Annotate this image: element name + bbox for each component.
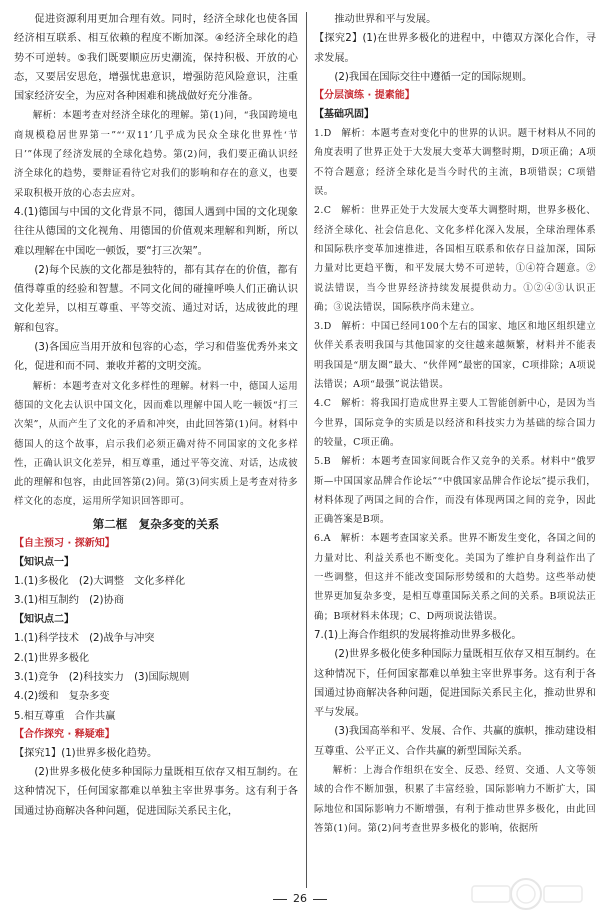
column-divider <box>306 12 307 888</box>
answer-item-6: 6.A 解析：本题考查国家关系。世界不断发生变化，各国之间的力量对比、利益关系也不断变化。美国为了维护自身利益作出了一些调整，但这并不能改变国际形势缓和的大趋势。这些举动使世界更加复杂多变，是相互尊重国际关系之间的关系。B项说法正确；B项材料未体现；C、D两项说法错误。 <box>314 533 596 622</box>
answer-item-3: 3.D 解析：中国已经同100个左右的国家、地区和地区组织建立伙伴关系表明我国与其他国家的交往越来越频繁，材料并不能表明我国是“朋友圈”最大、“伙伴网”最密的国家，C项排除；A项说法错误；A项“最强”说法错误。 <box>314 321 596 391</box>
explore-2-answer-2: (2)我国在国际交往中遵循一定的国际规则。 <box>334 71 533 83</box>
kp2-line: 2.(1)世界多极化 <box>14 652 90 664</box>
kp2-line: 5.相互尊重 合作共赢 <box>14 710 116 722</box>
answer-item-7: 7.(1)上海合作组织的发展将推动世界多极化。 <box>314 629 522 641</box>
answer-q4-part3: (3)各国应当用开放和包容的心态，学习和借鉴优秀外来文化，促进和而不同、兼收并蓄的文明交流。 <box>14 342 298 373</box>
solution-paragraph: 解析：本题考查对经济全球化的理解。第(1)问，“我国跨境电商规模稳居世界第一”“‘双11’几乎成为民众全球化世界性‘节日’”体现了经济发展的全球化趋势。第(2)问，我们要正确认识经济全球化的趋势，要辩证看待它对我们的影响和存在的意义，也要采取积极开放的心态去应对。 <box>14 110 298 199</box>
kp1-line: 3.(1)相互制约 (2)协商 <box>14 595 124 607</box>
left-column <box>14 10 298 821</box>
solution-q4: 解析：本题考查对文化多样性的理解。材料一中，德国人运用德国的文化去认识中国文化，因而难以理解中国人吃一顿饭“打三次架”，从而产生了文化的矛盾和冲突，由此回答第(1)问。材料中德国人的这个故事，启示我们必须正确对待不同国家的文化多样性，正确认识文化差异，相互尊重，通过平等交流、对话，达成彼此的理解和包容，由此回答第(2)问。第(3)问实质上是考查对待多样文化的态度，运用所学知识回答即可。 <box>14 380 298 508</box>
section-header-practice: 【分层演练 · 提素能】 <box>314 90 415 102</box>
page-number: 26 <box>0 892 600 905</box>
watermark-logo <box>466 875 586 913</box>
section-header-cooperative: 【合作探究 · 释疑难】 <box>14 728 115 740</box>
kp2-line: 4.(2)缓和 复杂多变 <box>14 691 110 703</box>
answer-item-1: 1.D 解析：本题考查对变化中的世界的认识。题干材料从不同的角度表明了世界正处于大发展大变革大调整时期，D项正确；A项不符合题意；经济全球化是当今时代的主流，B项错误；C项错误。 <box>314 128 596 198</box>
kp2-line: 1.(1)科学技术 (2)战争与冲突 <box>14 633 155 645</box>
answer-paragraph: 促进资源利用更加合理有效。同时，经济全球化也使各国经济相互联系、相互依赖的程度不断加深。④经济全球化的趋势不可逆转。⑤我们既要顺应历史潮流，保持积极、开放的心态，又要居安思危，增强忧患意识，增强防范风险意识，注重国家经济安全，为应对各种困难和挑战做好充分准备。 <box>14 14 298 103</box>
answer-item-7-part2: (2)世界多极化使多种国际力量既相互依存又相互制约。在这种情况下，任何国家都难以单独主宰世界事务。这有利于各国通过协商解决各种问题，促进国际关系民主化，推动世界和平与发展。 <box>314 649 596 719</box>
basic-consolidation-label: 【基础巩固】 <box>314 109 374 121</box>
answer-item-4: 4.C 解析：将我国打造成世界主要人工智能创新中心，是因为当今世界，国际竞争的实质是以经济和科技实力为基础的综合国力的较量，C项正确。 <box>314 398 596 448</box>
solution-item-7: 解析：上海合作组织在安全、反恐、经贸、交通、人文等领域的合作不断加强，积累了丰富经验，国际影响力不断扩大，国际地位和国际影响力不断增强，有利于推动世界多极化，由此回答第(1)问。第(2)问考查世界多极化的影响，依据所 <box>314 764 596 834</box>
answer-item-2: 2.C 解析：世界正处于大发展大变革大调整时期，世界多极化、经济全球化、社会信息化、文化多样化深入发展，全球治理体系和国际秩序变革加速推进，各国相互联系和依存日益加深，国际力量对比更趋平衡，和平发展大势不可逆转，①④符合题意。②说法错误，当今世界经济持续发展提供动力。①②④③认识正确；③说法错误，国际秩序尚未建立。 <box>314 205 596 313</box>
section-title: 第二框 复杂多变的关系 <box>92 516 220 531</box>
kp2-line: 3.(1)竞争 (2)科技实力 (3)国际规则 <box>14 671 190 683</box>
answer-item-7-part3: (3)我国高举和平、发展、合作、共赢的旗帜，推动建设相互尊重、公平正义、合作共赢的新型国际关系。 <box>314 726 596 757</box>
explore-2-answer: 【探究2】(1)在世界多极化的进程中，中德双方深化合作，寻求发展。 <box>314 33 596 64</box>
section-header-preview: 【自主预习 · 探新知】 <box>14 537 115 549</box>
kp1-line: 1.(1)多极化 (2)大调整 文化多样化 <box>14 575 186 587</box>
answer-q4-part1: 4.(1)德国与中国的文化背景不同，德国人遇到中国的文化现象往往从德国的文化视角、用德国的价值观来理解和判断，所以难以理解在中国吃一顿饭，要“打三次架”。 <box>14 206 298 257</box>
knowledge-point-1: 【知识点一】 <box>14 556 74 568</box>
explore-1-answer-2: (2)世界多极化使多种国际力量既相互依存又相互制约。在这种情况下，任何国家都难以单独主宰世界事务。这有利于各国通过协商解决各种问题，促进国际关系民主化， <box>14 767 298 817</box>
explore-1-answer: 【探究1】(1)世界多极化趋势。 <box>14 747 158 759</box>
knowledge-point-2: 【知识点二】 <box>14 614 74 626</box>
answer-item-5: 5.B 解析：本题考查国家间既合作又竞争的关系。材料中“俄罗斯—中国国家品牌合作论坛”“中俄国家品牌合作论坛”提示我们，材料体现了两国之间的合作，而没有体现两国之间的竞争，因此正确答案是B项。 <box>314 456 596 526</box>
answer-q4-part2: (2)每个民族的文化都是独特的，都有其存在的价值，都有值得尊重的经验和智慧。不同文化间的碰撞呼唤人们正确认识文化差异，以相互尊重、平等交流、通过对话，达成彼此的理解和包容。 <box>14 264 298 334</box>
continued-text: 推动世界和平与发展。 <box>334 14 437 25</box>
right-column <box>314 10 596 838</box>
